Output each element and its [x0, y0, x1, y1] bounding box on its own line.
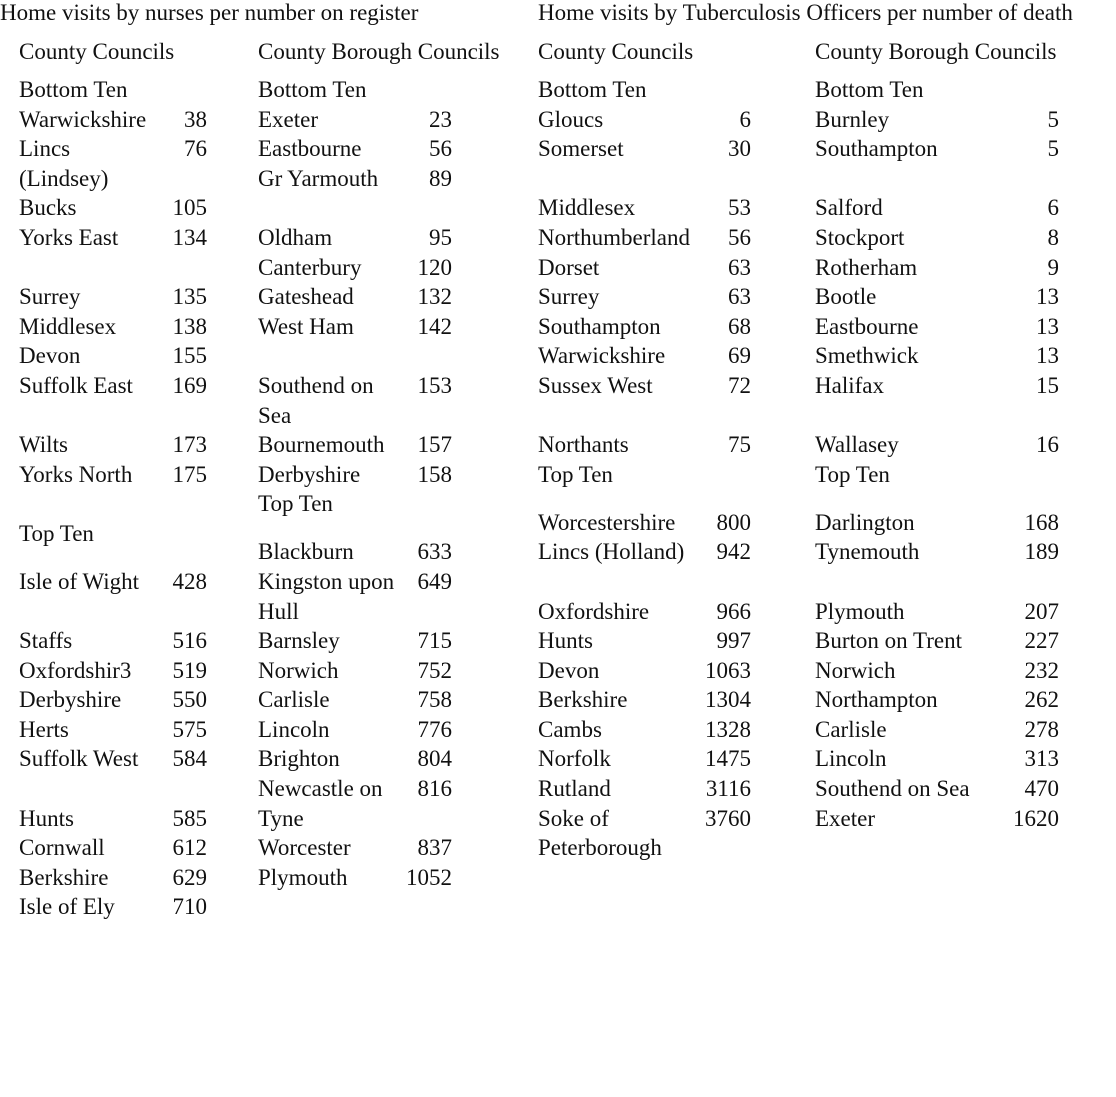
- visit-value: 227: [1024, 628, 1059, 654]
- table-row: [19, 282, 207, 312]
- council-column: [538, 37, 751, 863]
- column-header: County Borough Councils: [258, 39, 500, 64]
- top-ten-label: Top Ten: [19, 520, 94, 546]
- visit-value: 72: [728, 372, 751, 398]
- table-row: [815, 656, 1059, 686]
- table-row: [19, 371, 207, 430]
- council-name: Soke of Peterborough: [538, 805, 662, 861]
- table-row: [258, 656, 500, 686]
- council-name: Carlisle: [815, 716, 887, 742]
- visit-value: 752: [417, 657, 452, 683]
- council-name: Darlington: [815, 509, 915, 535]
- council-name: Derbyshire: [19, 687, 122, 713]
- council-name: Bournemouth: [258, 432, 385, 458]
- visit-value: 173: [172, 432, 207, 458]
- council-name: Isle of Ely: [19, 894, 115, 920]
- council-name: Plymouth: [258, 864, 348, 890]
- visit-value: 1328: [705, 716, 751, 742]
- council-name: Gateshead: [258, 284, 354, 310]
- visit-value: 1475: [705, 746, 751, 772]
- council-name: Devon: [538, 657, 600, 683]
- council-name: Lincoln: [258, 716, 330, 742]
- visit-value: 715: [417, 628, 452, 654]
- council-name: Southend on Sea: [258, 372, 374, 428]
- table-row: [19, 744, 207, 803]
- council-name: Eastbourne: [258, 136, 362, 162]
- table-row: [815, 193, 1059, 223]
- council-name: Southend on Sea: [815, 776, 970, 802]
- visit-value: 15: [1036, 372, 1059, 398]
- table-row: [538, 508, 751, 538]
- visit-value: 168: [1024, 509, 1059, 535]
- council-name: Devon: [19, 343, 81, 369]
- table-row: [258, 863, 500, 893]
- council-name: Hunts: [538, 628, 593, 654]
- visit-value: 63: [728, 254, 751, 280]
- table-row: [538, 341, 751, 371]
- council-name: Canterbury: [258, 254, 362, 280]
- table-row: [258, 253, 500, 283]
- council-name: Cornwall: [19, 835, 105, 861]
- table-row: [815, 804, 1059, 834]
- table-row: [258, 223, 500, 253]
- table-row: [19, 341, 207, 371]
- council-name: Stockport: [815, 224, 905, 250]
- council-name: Burton on Trent: [815, 628, 962, 654]
- council-name: Gloucs: [538, 106, 604, 132]
- visit-value: 6: [1047, 195, 1059, 221]
- top-ten-label: Top Ten: [258, 491, 333, 517]
- visit-value: 1304: [705, 687, 751, 713]
- table-row: [815, 597, 1059, 627]
- table-row: [258, 430, 500, 460]
- visit-value: 519: [172, 657, 207, 683]
- council-name: Northampton: [815, 687, 938, 713]
- visit-value: 63: [728, 284, 751, 310]
- visit-value: 13: [1036, 313, 1059, 339]
- council-name: Dorset: [538, 254, 600, 280]
- visit-value: 75: [728, 432, 751, 458]
- council-name: Herts: [19, 716, 69, 742]
- table-row: [815, 312, 1059, 342]
- visit-value: 584: [172, 746, 207, 772]
- visit-value: 585: [172, 805, 207, 831]
- visit-value: 9: [1047, 254, 1059, 280]
- table-row: [538, 537, 751, 596]
- visit-value: 153: [417, 372, 452, 398]
- bottom-ten-label: Bottom Ten: [258, 77, 367, 102]
- visit-value: 966: [716, 598, 751, 624]
- council-name: Burnley: [815, 106, 890, 132]
- table-row: [538, 312, 751, 342]
- table-row: [815, 341, 1059, 371]
- table-row: [258, 105, 500, 135]
- visit-value: 53: [728, 195, 751, 221]
- table-row: [258, 685, 500, 715]
- table-row: [815, 537, 1059, 596]
- visit-value: 313: [1024, 746, 1059, 772]
- visit-value: 758: [417, 687, 452, 713]
- visit-value: 16: [1036, 432, 1059, 458]
- visit-value: 428: [172, 568, 207, 594]
- table-row: [815, 134, 1059, 193]
- visit-value: 1063: [705, 657, 751, 683]
- table-row: [538, 371, 751, 430]
- visit-value: 612: [172, 835, 207, 861]
- council-name: Suffolk West: [19, 746, 139, 772]
- council-name: Norfolk: [538, 746, 611, 772]
- visit-value: 232: [1024, 657, 1059, 683]
- table-row: [815, 744, 1059, 774]
- top-ten-label: Top Ten: [815, 461, 890, 487]
- visit-value: 776: [417, 716, 452, 742]
- table-row: [19, 312, 207, 342]
- visit-value: 69: [728, 343, 751, 369]
- visit-value: 68: [728, 313, 751, 339]
- section-title-nurses: Home visits by nurses per number on register: [0, 0, 419, 25]
- council-name: Hunts: [19, 805, 74, 831]
- visit-value: 23: [429, 106, 452, 132]
- council-name: Staffs: [19, 628, 73, 654]
- visit-value: 262: [1024, 687, 1059, 713]
- table-row: [19, 626, 207, 656]
- council-name: Surrey: [19, 284, 81, 310]
- table-row: [815, 253, 1059, 283]
- visit-value: 134: [172, 224, 207, 250]
- council-name: Smethwick: [815, 343, 919, 369]
- visit-value: 804: [417, 746, 452, 772]
- table-row: [815, 223, 1059, 253]
- visit-value: 56: [429, 136, 452, 162]
- table-row: [19, 685, 207, 715]
- visit-value: 13: [1036, 343, 1059, 369]
- table-row: [258, 715, 500, 745]
- council-name: Norwich: [815, 657, 896, 683]
- council-name: Surrey: [538, 284, 600, 310]
- table-row: [19, 460, 207, 519]
- council-name: Berkshire: [19, 864, 109, 890]
- visit-value: 800: [716, 509, 751, 535]
- visit-value: 189: [1024, 539, 1059, 565]
- council-name: Lincoln: [815, 746, 887, 772]
- section-title-tb-officers: Home visits by Tuberculosis Officers per number of death: [538, 0, 1073, 25]
- council-name: Bucks: [19, 195, 77, 221]
- table-row: [815, 774, 1059, 804]
- council-name: Warwickshire: [19, 106, 147, 132]
- council-name: Middlesex: [19, 313, 117, 339]
- council-name: Yorks North: [19, 461, 133, 487]
- visit-value: 470: [1024, 776, 1059, 802]
- table-row: [815, 282, 1059, 312]
- council-name: Lincs (Holland): [538, 539, 685, 565]
- council-name: Barnsley: [258, 628, 340, 654]
- table-row: [538, 626, 751, 656]
- bottom-ten-label: Bottom Ten: [815, 77, 924, 102]
- council-name: Exeter: [258, 106, 319, 132]
- council-name: Halifax: [815, 372, 884, 398]
- visit-value: 1620: [1013, 805, 1059, 831]
- visit-value: 633: [417, 539, 452, 565]
- visit-value: 516: [172, 628, 207, 654]
- council-name: Salford: [815, 195, 883, 221]
- council-name: Rotherham: [815, 254, 918, 280]
- visit-value: 105: [172, 195, 207, 221]
- table-row: [538, 193, 751, 223]
- table-row: [19, 892, 207, 922]
- column-header: County Councils: [538, 39, 694, 64]
- council-name: Cambs: [538, 716, 602, 742]
- table-row: [815, 685, 1059, 715]
- council-name: Middlesex: [538, 195, 636, 221]
- column-header: County Councils: [19, 39, 175, 64]
- council-name: West Ham: [258, 313, 354, 339]
- visit-value: 13: [1036, 284, 1059, 310]
- table-row: [815, 105, 1059, 135]
- council-name: Eastbourne: [815, 313, 919, 339]
- visit-value: 76: [184, 136, 207, 162]
- table-row: [538, 430, 751, 460]
- visit-value: 942: [716, 539, 751, 565]
- visit-value: 89: [429, 165, 452, 191]
- council-name: Oxfordshir3: [19, 657, 132, 683]
- table-row: [815, 508, 1059, 538]
- table-row: [19, 567, 207, 626]
- table-row: [19, 193, 207, 223]
- visit-value: 550: [172, 687, 207, 713]
- visit-value: 837: [417, 835, 452, 861]
- council-name: Wilts: [19, 432, 68, 458]
- visit-value: 169: [172, 372, 207, 398]
- top-ten-label: Top Ten: [538, 461, 613, 487]
- table-row: [538, 804, 751, 863]
- column-header: County Borough Councils: [815, 39, 1057, 64]
- council-name: Gr Yarmouth: [258, 165, 379, 191]
- visit-value: 30: [728, 136, 751, 162]
- table-row: [258, 282, 500, 312]
- council-name: Carlisle: [258, 687, 330, 713]
- council-name: Bootle: [815, 284, 877, 310]
- table-row: [538, 597, 751, 627]
- table-row: [19, 804, 207, 834]
- council-name: Suffolk East: [19, 372, 133, 398]
- table-row: [258, 312, 500, 371]
- table-row: [815, 626, 1059, 656]
- table-row: [19, 134, 207, 193]
- table-row: [538, 134, 751, 193]
- table-row: [258, 537, 500, 567]
- table-row: [538, 253, 751, 283]
- council-name: Northants: [538, 432, 629, 458]
- council-column: [258, 37, 500, 892]
- visit-value: 158: [417, 461, 452, 487]
- table-row: [258, 626, 500, 656]
- table-row: [815, 371, 1059, 430]
- council-name: Southampton: [538, 313, 661, 339]
- council-name: Southampton: [815, 136, 938, 162]
- visit-value: 138: [172, 313, 207, 339]
- council-name: Worcestershire: [538, 509, 676, 535]
- table-row: [19, 715, 207, 745]
- council-column: [815, 37, 1059, 833]
- bottom-ten-label: Bottom Ten: [538, 77, 647, 102]
- visit-value: 575: [172, 716, 207, 742]
- council-name: Worcester: [258, 835, 351, 861]
- visit-value: 5: [1047, 136, 1059, 162]
- table-row: [258, 774, 500, 833]
- visit-value: 278: [1024, 716, 1059, 742]
- council-name: Derbyshire: [258, 461, 361, 487]
- visit-value: 5: [1047, 106, 1059, 132]
- visit-value: 997: [716, 628, 751, 654]
- council-name: Tynemouth: [815, 539, 920, 565]
- visit-value: 135: [172, 284, 207, 310]
- council-name: Somerset: [538, 136, 624, 162]
- visit-value: 207: [1024, 598, 1059, 624]
- visit-value: 3760: [705, 805, 751, 831]
- visit-value: 132: [417, 284, 452, 310]
- table-row: [538, 223, 751, 253]
- council-name: Plymouth: [815, 598, 905, 624]
- council-name: Wallasey: [815, 432, 899, 458]
- visit-value: 56: [728, 224, 751, 250]
- table-row: [258, 164, 500, 223]
- table-row: [258, 134, 500, 164]
- visit-value: 175: [172, 461, 207, 487]
- council-name: Brighton: [258, 746, 340, 772]
- council-name: Newcastle on Tyne: [258, 776, 383, 831]
- table-row: [538, 685, 751, 715]
- table-row: [538, 744, 751, 774]
- council-name: Oxfordshire: [538, 598, 650, 624]
- council-name: Blackburn: [258, 539, 354, 565]
- table-row: [258, 460, 500, 490]
- council-name: Yorks East: [19, 224, 119, 250]
- council-name: Kingston upon Hull: [258, 568, 395, 624]
- visit-value: 1052: [406, 864, 452, 890]
- bottom-ten-label: Bottom Ten: [19, 77, 128, 102]
- table-row: [258, 744, 500, 774]
- visit-value: 8: [1047, 224, 1059, 250]
- council-name: Norwich: [258, 657, 339, 683]
- table-row: [258, 833, 500, 863]
- table-row: [19, 105, 207, 135]
- council-name: Isle of Wight: [19, 568, 140, 594]
- table-row: [815, 715, 1059, 745]
- visit-value: 629: [172, 864, 207, 890]
- table-row: [19, 223, 207, 282]
- visit-value: 142: [417, 313, 452, 339]
- table-row: [258, 567, 500, 626]
- visit-value: 816: [417, 776, 452, 802]
- table-row: [815, 430, 1059, 460]
- visit-value: 6: [739, 106, 751, 132]
- council-name: Rutland: [538, 776, 611, 802]
- visit-value: 710: [172, 894, 207, 920]
- table-row: [538, 774, 751, 804]
- council-name: Northumberland: [538, 224, 691, 250]
- visit-value: 157: [417, 432, 452, 458]
- visit-value: 38: [184, 106, 207, 132]
- visit-value: 120: [417, 254, 452, 280]
- table-row: [258, 371, 500, 430]
- visit-value: 3116: [705, 776, 751, 802]
- table-row: [538, 282, 751, 312]
- council-name: Exeter: [815, 805, 876, 831]
- table-row: [19, 430, 207, 460]
- council-name: Warwickshire: [538, 343, 666, 369]
- council-name: Lincs (Lindsey): [19, 136, 109, 191]
- table-row: [538, 715, 751, 745]
- council-column: [19, 37, 207, 922]
- council-name: Oldham: [258, 224, 333, 250]
- visit-value: 649: [417, 568, 452, 594]
- table-row: [538, 105, 751, 135]
- council-name: Sussex West: [538, 372, 653, 398]
- table-row: [19, 833, 207, 863]
- council-name: Berkshire: [538, 687, 628, 713]
- table-row: [19, 656, 207, 686]
- visit-value: 155: [172, 343, 207, 369]
- table-row: [538, 656, 751, 686]
- visit-value: 95: [429, 224, 452, 250]
- table-row: [19, 863, 207, 893]
